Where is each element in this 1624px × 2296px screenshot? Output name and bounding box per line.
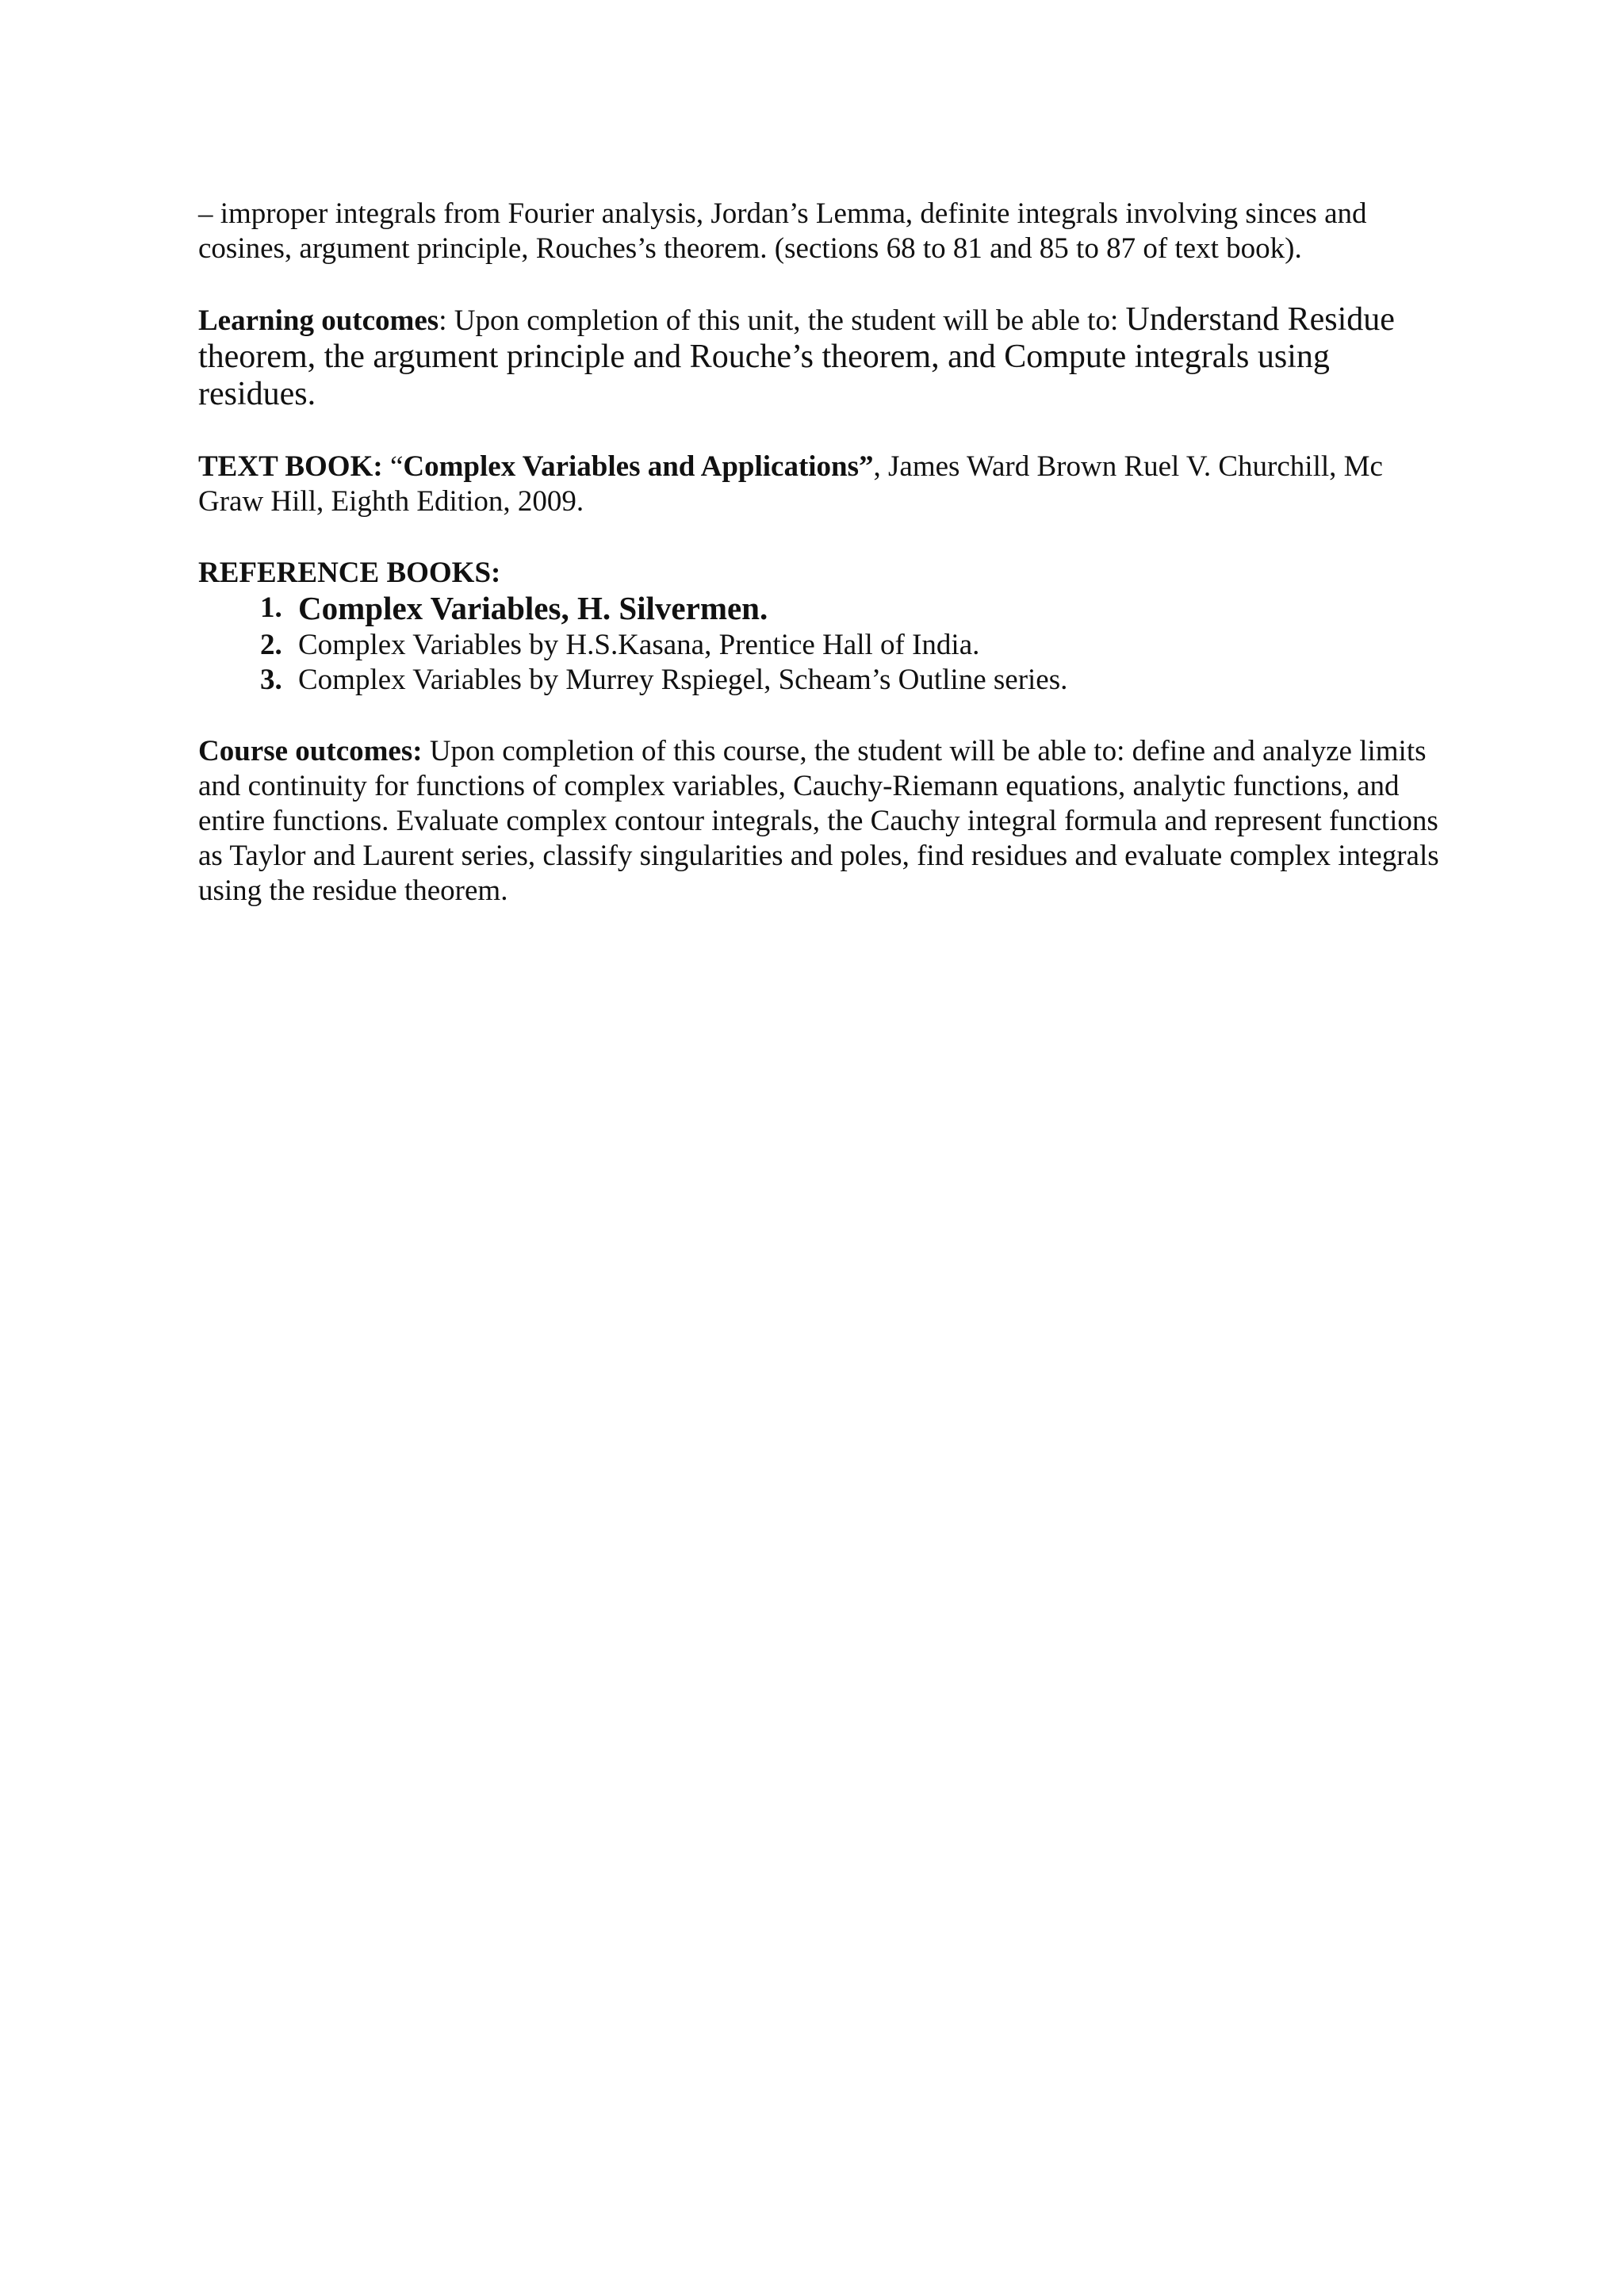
learning-outcomes-paragraph xyxy=(198,301,1451,413)
course-outcomes-label: Course outcomes: xyxy=(198,735,423,767)
list-item xyxy=(260,628,1451,663)
list-item xyxy=(260,663,1451,698)
text-book-details: , James Ward Brown Ruel V. Churchill, Mc Graw Hill, Eighth Edition, 2009. xyxy=(198,450,1383,518)
list-item-text: Complex Variables, H. Silvermen. xyxy=(298,590,768,626)
list-item xyxy=(260,591,1451,628)
learning-outcomes-lead: : Upon completion of this unit, the student will be able to: xyxy=(439,304,1126,337)
learning-outcomes-label: Learning outcomes xyxy=(198,304,439,337)
text-book-label: TEXT BOOK: xyxy=(198,450,383,483)
reference-books-section xyxy=(198,556,1451,698)
list-item-number: 3. xyxy=(260,664,282,696)
document-page xyxy=(198,197,1451,909)
course-outcomes-text: Upon completion of this course, the student will be able to: define and analyze limits and continuity for functions of complex variables, Cauchy-Riemann equations, analytic functions, and entire functions. Evaluate complex contour integrals, the Cauchy integral formula and represent functions as Taylor and Laurent series, classify singularities and poles, find residues and evaluate complex integrals using the residue theorem. xyxy=(198,735,1439,907)
intro-paragraph xyxy=(198,197,1451,266)
list-item-number: 1. xyxy=(260,591,282,624)
text-book-title: Complex Variables and Applications” xyxy=(403,450,874,483)
text-book-open-quote: “ xyxy=(382,450,404,483)
reference-books-list xyxy=(198,591,1451,698)
list-item-text: Complex Variables by Murrey Rspiegel, Scheam’s Outline series. xyxy=(298,664,1068,696)
course-outcomes-paragraph xyxy=(198,734,1451,909)
list-item-text: Complex Variables by H.S.Kasana, Prentice Hall of India. xyxy=(298,629,980,661)
reference-books-heading: REFERENCE BOOKS: xyxy=(198,557,501,589)
intro-text: – improper integrals from Fourier analysis, Jordan’s Lemma, definite integrals involving sinces and cosines, argument principle, Rouches’s theorem. (sections 68 to 81 and 85 to 87 of text book). xyxy=(198,197,1367,265)
list-item-number: 2. xyxy=(260,629,282,661)
learning-outcomes-text: Understand Residue theorem, the argument principle and Rouche’s theorem, and Compute integrals using residues. xyxy=(198,301,1395,412)
text-book-paragraph xyxy=(198,450,1451,519)
